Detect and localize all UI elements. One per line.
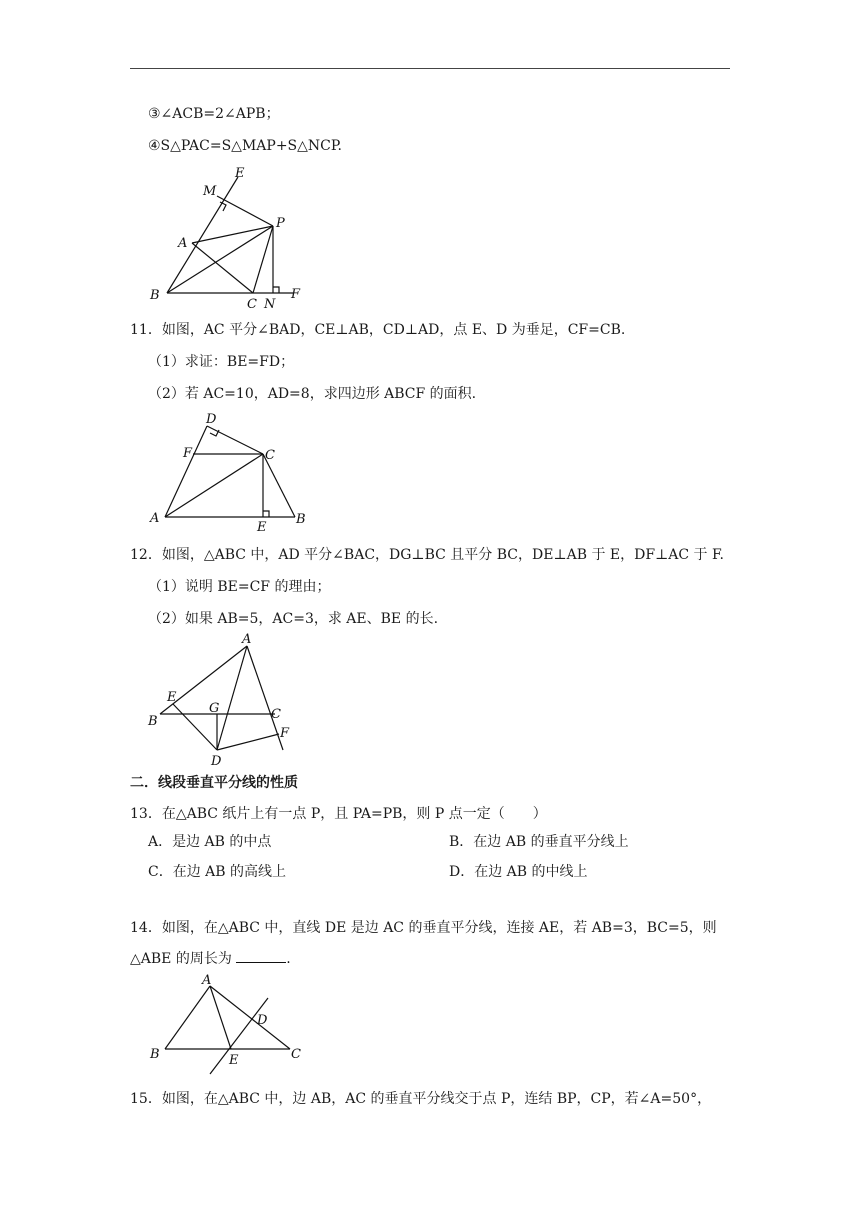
label-N: N — [264, 297, 276, 310]
answer-blank — [236, 948, 286, 963]
q13-option-d: D．在边 AB 的中线上 — [449, 864, 588, 880]
label-A: A — [242, 632, 252, 647]
q11-part1: （1）求证：BE=FD； — [148, 354, 295, 370]
q13-option-a: A．是边 AB 的中点 — [148, 834, 272, 850]
q13-option-b: B．在边 AB 的垂直平分线上 — [449, 834, 629, 850]
label-C: C — [291, 1047, 301, 1062]
label-B: B — [296, 512, 306, 527]
label-B: B — [148, 714, 158, 729]
header-rule — [130, 68, 730, 69]
label-B: B — [150, 1047, 160, 1062]
label-M: M — [203, 184, 217, 199]
label-C: C — [247, 297, 257, 310]
q11-stem: 11．如图，AC 平分∠BAD，CE⊥AB，CD⊥AD，点 E、D 为垂足，CF=CB. — [130, 322, 626, 338]
figure-q12 — [145, 630, 305, 770]
figure-q10 — [145, 165, 315, 310]
label-F: F — [291, 287, 301, 302]
label-C: C — [271, 707, 281, 722]
label-F: F — [183, 446, 193, 461]
label-E: E — [229, 1053, 239, 1068]
q14-line2-text: △ABE 的周长为 — [130, 951, 232, 967]
label-E: E — [235, 166, 245, 181]
label-A: A — [150, 511, 160, 526]
q11-part2: （2）若 AC=10，AD=8，求四边形 ABCF 的面积. — [148, 386, 477, 402]
q13-option-c: C．在边 AB 的高线上 — [148, 864, 287, 880]
label-E: E — [257, 520, 267, 533]
statement-4: ④S△PAC=S△MAP+S△NCP. — [148, 138, 342, 154]
label-B: B — [150, 288, 160, 303]
statement-3: ③∠ACB=2∠APB； — [148, 106, 280, 122]
q15-stem: 15．如图，在△ABC 中，边 AB，AC 的垂直平分线交于点 P，连结 BP，CP，若∠A=50°， — [130, 1091, 712, 1107]
label-G: G — [209, 701, 220, 716]
label-F: F — [280, 726, 290, 741]
label-A: A — [202, 973, 212, 988]
q13-stem: 13．在△ABC 纸片上有一点 P，且 PA=PB，则 P 点一定（ ） — [130, 806, 547, 822]
q12-part2: （2）如果 AB=5，AC=3，求 AE、BE 的长. — [148, 611, 439, 627]
figure-q14 — [145, 970, 310, 1080]
label-D: D — [206, 412, 217, 427]
q12-stem: 12．如图，△ABC 中，AD 平分∠BAC，DG⊥BC 且平分 BC，DE⊥AB 于 E，DF⊥AC 于 F. — [130, 547, 724, 563]
section-heading: 二．线段垂直平分线的性质 — [130, 775, 298, 791]
label-A: A — [178, 236, 188, 251]
figure-q11 — [145, 405, 320, 533]
label-P: P — [276, 216, 285, 231]
label-C: C — [265, 448, 275, 463]
q14-line1: 14．如图，在△ABC 中，直线 DE 是边 AC 的垂直平分线，连接 AE，若 AB=3，BC=5，则 — [130, 920, 717, 936]
q14-line2-end: . — [286, 951, 291, 967]
label-D: D — [257, 1013, 268, 1028]
label-E: E — [167, 690, 177, 705]
label-D: D — [211, 754, 222, 769]
q12-part1: （1）说明 BE=CF 的理由； — [148, 579, 331, 595]
q14-line2 — [130, 948, 291, 969]
